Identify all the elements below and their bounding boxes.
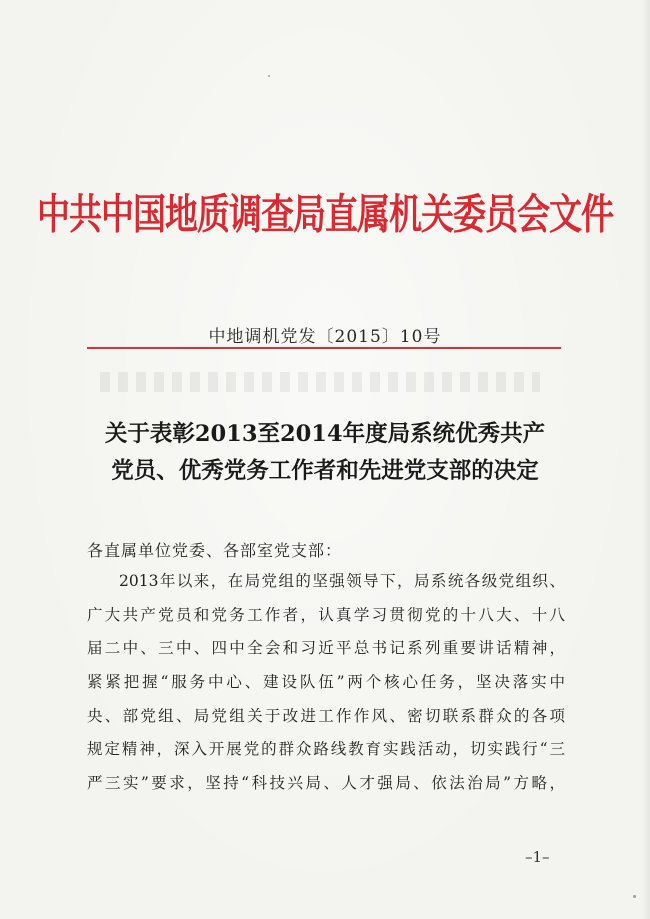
body-line: 紧紧把握“服务中心、建设队伍”两个核心任务，坚决落实中 bbox=[87, 673, 565, 692]
title-line-2: 党员、优秀党务工作者和先进党支部的决定 bbox=[111, 458, 539, 484]
body-line: 届二中、三中、四中全会和习近平总书记系列重要讲话精神， bbox=[87, 639, 565, 658]
body-line: 2013年以来，在局党组的坚强领导下，局系统各级党组织、 bbox=[119, 572, 565, 590]
page-edge-shadow bbox=[642, 0, 650, 919]
body-line: 广大共产党员和党务工作者，认真学习贯彻党的十八大、十八 bbox=[87, 605, 565, 624]
body-line: 央、部党组、局党组关于改进工作作风、密切联系群众的各项 bbox=[87, 706, 565, 725]
body-line: 严三实”要求，坚持“科技兴局、人才强局、依法治局”方略， bbox=[87, 774, 565, 793]
page-number: –1– bbox=[525, 848, 550, 866]
body-line: 规定精神，深入开展党的群众路线教育实践活动，切实践行“三 bbox=[87, 740, 565, 759]
document-title bbox=[60, 416, 590, 490]
issuer-header: 中共中国地质调查局直属机关委员会文件 bbox=[37, 189, 613, 239]
salutation: 各直属单位党委、各部室党支部： bbox=[87, 541, 343, 560]
title-line-1: 关于表彰2013至2014年度局系统优秀共产 bbox=[104, 421, 546, 447]
red-divider-line bbox=[87, 347, 561, 349]
scan-bleed-through bbox=[100, 372, 540, 392]
scan-speck bbox=[268, 75, 270, 77]
scan-speck bbox=[633, 895, 636, 898]
body-paragraph bbox=[87, 565, 565, 801]
document-number: 中地调机党发〔2015〕10号 bbox=[208, 327, 442, 347]
